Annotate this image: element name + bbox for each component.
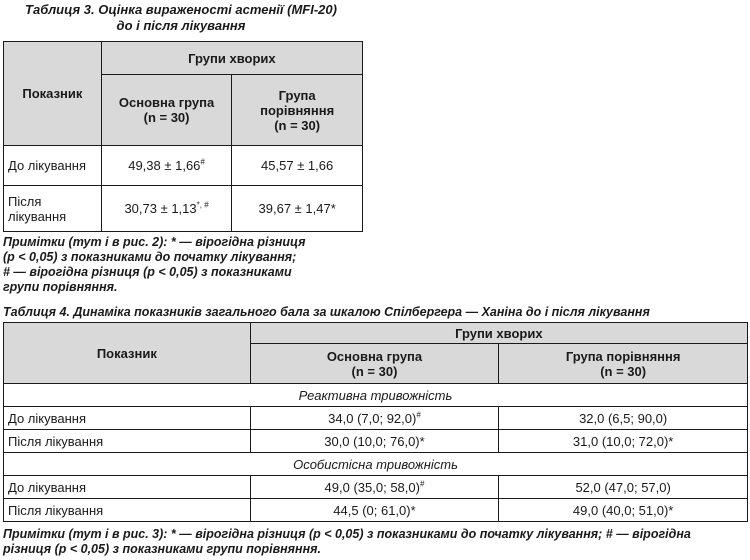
table3-row-label-l1: Після <box>8 193 42 209</box>
table4-cell-main-value: 34,0 (7,0; 92,0) <box>328 410 417 426</box>
table3-cell-main-mark: # <box>200 157 205 167</box>
table4-header-indicator: Показник <box>4 323 251 384</box>
table4-main-group-n: (n = 30) <box>351 363 398 379</box>
table4-notes <box>3 527 748 557</box>
table4-cell-main-mark: # <box>416 410 421 420</box>
table3-header-main-group <box>101 75 232 146</box>
table4-section-title: Особистісна тривожність <box>4 453 748 476</box>
table3 <box>3 41 363 232</box>
table4-section-title: Реактивна тривожність <box>4 384 748 407</box>
table3-note-line: групи порівняння. <box>3 280 118 294</box>
table3-cell-comparison-mark: * <box>330 201 336 216</box>
table3-cell-main-value: 49,38 ± 1,66 <box>128 158 201 173</box>
table4-cell-main <box>250 407 499 430</box>
table4-comparison-n: (n = 30) <box>600 363 647 379</box>
table4-title: Таблиця 4. Динаміка показників загального бала за шкалою Спілбергера — Ханіна до і після лікування <box>3 305 650 319</box>
table3-title-line2: до і після лікування <box>116 18 246 33</box>
table3-row-label: До лікування <box>4 146 102 186</box>
table3-cell-main <box>101 186 232 232</box>
table4-cell-main <box>250 430 499 453</box>
table4-cell-main-value: 44,5 (0; 61,0)* <box>333 502 416 518</box>
table4-comparison-label: Група порівняння <box>565 348 681 364</box>
table4-row-label: Після лікування <box>4 499 251 522</box>
table4 <box>3 322 748 522</box>
table4-header-row1 <box>4 323 748 344</box>
table3-main-group-n: (n = 30) <box>143 110 190 125</box>
table3-note-line: # — вірогідна різниця (р < 0,05) з показниками <box>3 265 292 279</box>
table3-cell-main <box>101 146 232 186</box>
table4-cell-main <box>250 476 499 499</box>
table4-row-label: До лікування <box>4 407 251 430</box>
table4-header-comparison-group <box>499 344 748 384</box>
table3-notes <box>3 235 363 295</box>
table3-comparison-n: (n = 30) <box>274 117 321 133</box>
table4-header-main-group <box>250 344 499 384</box>
table4-note-line: різниця (р < 0,05) з показниками групи порівняння. <box>3 542 321 556</box>
table-row <box>4 146 363 186</box>
table3-header-row1 <box>4 42 363 75</box>
table4-header-groups: Групи хворих <box>250 323 747 344</box>
table3-header-indicator: Показник <box>4 42 102 146</box>
table-row <box>4 407 748 430</box>
table3-title-line1: Таблиця 3. Оцінка вираженості астенії (MFI-20) <box>25 2 337 17</box>
table-row <box>4 476 748 499</box>
table4-main-group-label: Основна група <box>326 348 423 364</box>
table4-cell-comparison: 52,0 (47,0; 57,0) <box>499 476 748 499</box>
table3-comparison-label-l2: порівняння <box>260 102 335 118</box>
table3-cell-main-mark: *, # <box>196 200 209 210</box>
table4-row-label: До лікування <box>4 476 251 499</box>
table3-cell-comparison <box>232 146 363 186</box>
table3-header-groups: Групи хворих <box>101 42 362 75</box>
table-row <box>4 430 748 453</box>
table4-note-line: Примітки (тут і в рис. 3): * — вірогідна різниця (р < 0,05) з показниками до початку лікування; # — вірогідна <box>3 527 691 541</box>
table3-cell-comparison <box>232 186 363 232</box>
table4-cell-comparison: 31,0 (10,0; 72,0)* <box>499 430 748 453</box>
table-row <box>4 499 748 522</box>
table4-section-row <box>4 453 748 476</box>
table4-cell-main-value: 30,0 (10,0; 76,0)* <box>324 433 425 449</box>
table4-cell-main-mark: # <box>419 479 425 489</box>
table3-note-line: Примітки (тут і в рис. 2): * — вірогідна різниця <box>3 235 306 249</box>
table3-header-comparison-group <box>232 75 363 146</box>
table3-note-line: (р < 0,05) з показниками до початку лікування; <box>3 250 297 264</box>
table4-row-label: Після лікування <box>4 430 251 453</box>
table3-cell-main-value: 30,73 ± 1,13 <box>124 201 197 216</box>
table3-cell-comparison-value: 39,67 ± 1,47 <box>258 201 331 216</box>
table4-cell-main <box>250 499 499 522</box>
table3-cell-comparison-value: 45,57 ± 1,66 <box>261 158 334 173</box>
table3-row-label <box>4 186 102 232</box>
table4-cell-comparison: 32,0 (6,5; 90,0) <box>499 407 748 430</box>
table4-cell-comparison: 49,0 (40,0; 51,0)* <box>499 499 748 522</box>
table3-main-group-label: Основна група <box>118 95 215 110</box>
table4-cell-main-value: 49,0 (35,0; 58,0) <box>324 479 420 495</box>
table4-section-row <box>4 384 748 407</box>
table3-row-label-l2: лікування <box>8 208 67 224</box>
table3-title <box>0 2 362 34</box>
table3-comparison-label-l1: Група <box>278 87 316 103</box>
table-row <box>4 186 363 232</box>
